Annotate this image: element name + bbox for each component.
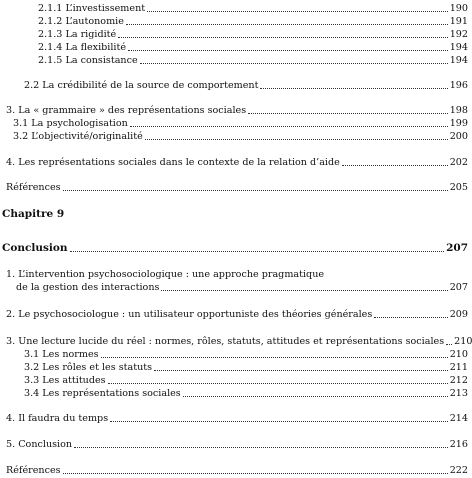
toc-entry-label: 3. La « grammaire » des représentations sociales <box>6 105 247 116</box>
toc-entry-3-bottom[interactable] <box>6 335 472 348</box>
toc-page-number: 200 <box>449 131 468 142</box>
toc-page-number: 194 <box>449 42 468 53</box>
dot-leader <box>101 348 448 358</box>
toc-page-number: 211 <box>449 362 468 373</box>
toc-entry-2[interactable] <box>6 308 468 321</box>
dot-leader <box>128 41 448 51</box>
dot-leader <box>74 438 448 448</box>
toc-entry-label: 3. Une lecture lucide du réel : normes, rôles, statuts, attitudes et représentations sociales <box>6 336 445 347</box>
toc-page-number: 205 <box>449 182 468 193</box>
toc-page-number: 202 <box>449 157 468 168</box>
toc-entry-label: 2.1.4 La flexibilité <box>38 42 127 53</box>
toc-entry-1[interactable] <box>16 281 468 294</box>
toc-entry-2-1-1[interactable] <box>38 2 468 15</box>
dot-leader <box>63 181 448 191</box>
toc-entry-5-bottom[interactable] <box>6 438 468 451</box>
chapter-title: Chapitre 9 <box>2 208 65 220</box>
toc-entry-label: 4. Il faudra du temps <box>6 413 109 424</box>
dot-leader <box>147 2 448 12</box>
dot-leader <box>161 281 447 291</box>
toc-entry-3-3-bottom[interactable] <box>24 374 468 387</box>
toc-entry-conclusion[interactable] <box>2 242 468 255</box>
toc-page-number: 212 <box>449 375 468 386</box>
toc-entry-label: 3.3 Les attitudes <box>24 375 106 386</box>
toc-entry-label: Références <box>6 182 61 193</box>
toc-entry-3-1[interactable] <box>13 117 468 130</box>
toc-entry-label: de la gestion des interactions <box>16 282 160 293</box>
dot-leader <box>154 361 448 371</box>
dot-leader <box>130 117 448 127</box>
toc-entry-label[interactable]: 1. L’intervention psychosociologique : une approche pragmatique <box>6 269 325 280</box>
toc-entry-label: 5. Conclusion <box>6 439 73 450</box>
toc-entry-2-1-5[interactable] <box>38 54 468 67</box>
toc-entry-3-2[interactable] <box>13 130 468 143</box>
toc-entry-label: 3.1 Les normes <box>24 349 99 360</box>
toc-entry-label: 3.2 L’objectivité/originalité <box>13 131 143 142</box>
dot-leader <box>374 308 447 318</box>
toc-page-number: 207 <box>449 282 468 293</box>
toc-entry-2-1-3[interactable] <box>38 28 468 41</box>
toc-entry-label: 2. Le psychosociologue : un utilisateur opportuniste des théories générales <box>6 309 373 320</box>
toc-page-number: 209 <box>449 309 468 320</box>
toc-entry-label: Références <box>6 465 61 476</box>
toc-entry-label: 2.1.1 L’investissement <box>38 3 146 14</box>
toc-entry-label: 2.1.2 L’autonomie <box>38 16 124 27</box>
toc-entry-4-bottom[interactable] <box>6 412 468 425</box>
dot-leader <box>126 15 448 25</box>
toc-page-number: 192 <box>449 29 468 40</box>
toc-page-number: 191 <box>449 16 468 27</box>
toc-entry-3-4-bottom[interactable] <box>24 387 468 400</box>
toc-entry-2-1-2[interactable] <box>38 15 468 28</box>
toc-page-number: 214 <box>449 413 468 424</box>
dot-leader <box>140 54 448 64</box>
dot-leader <box>110 412 448 422</box>
toc-entry-label: 3.2 Les rôles et les statuts <box>24 362 153 373</box>
dot-leader <box>342 156 448 166</box>
toc-entry-2-1-4[interactable] <box>38 41 468 54</box>
dot-leader <box>118 28 447 38</box>
dot-leader <box>248 104 448 114</box>
toc-entry-references[interactable] <box>6 181 468 194</box>
toc-entry-references-bottom[interactable] <box>6 464 468 477</box>
toc-page-number: 210 <box>449 349 468 360</box>
toc-page-number: 213 <box>449 388 468 399</box>
dot-leader <box>145 130 448 140</box>
toc-page-number: 216 <box>449 439 468 450</box>
toc-entry-4[interactable] <box>6 156 468 169</box>
toc-page-number: 194 <box>449 55 468 66</box>
toc-page-number: 210 <box>454 336 472 347</box>
toc-entry-label: 3.1 La psychologisation <box>13 118 128 129</box>
toc-entry-label: 2.2 La crédibilité de la source de comportement <box>24 80 259 91</box>
dot-leader <box>63 464 448 474</box>
toc-entry-label: 2.1.3 La rigidité <box>38 29 117 40</box>
toc-entry-label: 3.4 Les représentations sociales <box>24 388 181 399</box>
toc-page-number: 207 <box>446 242 468 254</box>
toc-entry-2-2[interactable] <box>24 79 468 92</box>
toc-entry-3-2-bottom[interactable] <box>24 361 468 374</box>
toc-entry-label: 4. Les représentations sociales dans le contexte de la relation d’aide <box>6 157 340 168</box>
dot-leader <box>108 374 448 384</box>
toc-entry-3[interactable] <box>6 104 468 117</box>
dot-leader <box>183 387 448 397</box>
toc-page-number: 199 <box>449 118 468 129</box>
toc-page-number: 190 <box>449 3 468 14</box>
toc-entry-label: Conclusion <box>2 242 68 254</box>
toc-entry-3-1-bottom[interactable] <box>24 348 468 361</box>
dot-leader <box>260 79 447 89</box>
toc-page-number: 222 <box>449 465 468 476</box>
dot-leader <box>446 335 452 345</box>
toc-page-number: 196 <box>449 80 468 91</box>
dot-leader <box>70 242 445 252</box>
toc-page-number: 198 <box>449 105 468 116</box>
toc-entry-label: 2.1.5 La consistance <box>38 55 138 66</box>
